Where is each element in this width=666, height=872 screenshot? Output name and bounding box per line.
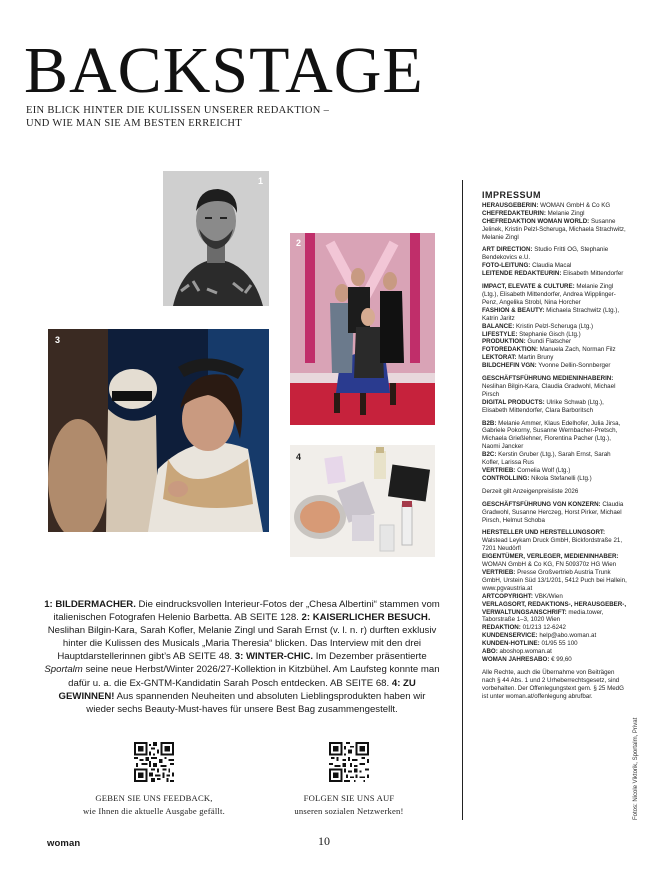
impressum-entry <box>482 283 628 307</box>
impressum-block <box>482 669 628 701</box>
impressum-entry <box>482 640 628 648</box>
photo-musical-visit <box>290 233 435 425</box>
impressum-entry <box>482 246 628 262</box>
impressum-entry <box>482 475 628 483</box>
impressum-entry <box>482 399 628 415</box>
social-label-line-1: FOLGEN SIE UNS AUF <box>303 793 395 803</box>
impressum-value: Studio Fritti OG, Stephanie Bendekovics e.U. <box>482 246 609 262</box>
impressum-entry <box>482 218 628 242</box>
impressum-label: CONTROLLING: <box>482 474 530 482</box>
impressum-value: Derzeit gilt Anzeigenpreisliste 2026 <box>482 487 579 495</box>
subtitle-line-1: EIN BLICK HINTER DIE KULISSEN UNSERER REDAKTION – <box>26 105 330 116</box>
photo-captions <box>44 598 440 716</box>
impressum-entry <box>482 669 628 701</box>
impressum-value: Cornelia Wolf (Ltg.) <box>515 467 571 474</box>
impressum-value: Melanie Zingl <box>545 209 585 217</box>
caption-3-heading: 3: WINTER-CHIC. <box>234 651 314 663</box>
magazine-logo: woman <box>47 838 81 849</box>
impressum-value: Gundi Flatscher <box>525 338 572 346</box>
impressum-label: FASHION & BEAUTY: <box>482 306 545 314</box>
impressum-value: Yvonne Dellin-Sonnberger <box>536 362 611 370</box>
impressum-block <box>482 283 628 370</box>
page-number: 10 <box>318 834 330 848</box>
page-title: BACKSTAGE <box>24 34 424 107</box>
impressum-value: Susanne Jelinek, Kristin Pelzl-Scheruga, Michaela Strachwitz, Melanie Zingl <box>482 217 626 241</box>
impressum-value: Alle Rechte, auch die Übernahme von Beiträgen nach § 44 Abs. 1 und 2 Urheberrechtsgesetz, sind vorbehalten. Der Offenlegungstext gem. § 25 MedG ist unter woman.at/offenlegung abrufbar. <box>482 668 624 700</box>
impressum-value: Manuela Zach, Norman Filz <box>537 346 616 354</box>
impressum-label: GESCHÄFTSFÜHRUNG MEDIENINHABERIN: <box>482 375 614 383</box>
impressum-label: VERTRIEB: <box>482 467 516 474</box>
impressum-label: ABO: <box>482 648 498 656</box>
impressum-value: Presse Großvertrieb Austria Trunk GmbH, Urstein Süd 13/1/201, 5412 Puch bei Hallein, www.pgvaustria.at <box>482 568 627 592</box>
impressum-value: WOMAN GmbH & Co KG, FN 509370z HG Wien <box>482 561 617 569</box>
page-subtitle <box>26 104 446 130</box>
impressum-value: € 99,60 <box>549 655 572 663</box>
impressum-entry <box>482 501 628 525</box>
impressum-title: IMPRESSUM <box>482 190 542 200</box>
impressum-value: Ulrike Schwab (Ltg.), Elisabeth Mittendorfer, Clara Barboritsch <box>482 398 604 414</box>
impressum-entry <box>482 354 628 362</box>
impressum-block <box>482 420 628 483</box>
impressum-blocks <box>482 202 628 701</box>
impressum-value: Kristin Pelzl-Scheruga (Ltg.) <box>514 322 594 330</box>
impressum-label: IMPACT, ELEVATE & CULTURE: <box>482 283 575 291</box>
caption-3-brand: Sportalm <box>44 664 83 676</box>
impressum-value: Michaela Strachwitz (Ltg.), Katrin Jaritz <box>482 306 620 322</box>
photo-beauty-products <box>290 445 435 557</box>
impressum-block <box>482 246 628 278</box>
impressum-entry <box>482 307 628 323</box>
impressum-entry <box>482 210 628 218</box>
impressum-value: Walstead Leykam Druck GmbH, Bickfordstraße 21, 7201 Neudörfl <box>482 537 623 553</box>
photo-photographer-portrait <box>163 171 269 306</box>
impressum-entry <box>482 488 628 496</box>
impressum-value: media.tower, Taborstraße 1–3, 1020 Wien <box>482 608 604 624</box>
impressum-label: LEKTORAT: <box>482 354 517 362</box>
impressum-label: BALANCE: <box>482 322 515 330</box>
impressum-label: HERSTELLER UND HERSTELLUNGSORT: <box>482 529 606 537</box>
photo-credit: Fotos: Nicole Viktorik, Sportalm, Privat <box>633 717 639 820</box>
impressum-block <box>482 202 628 242</box>
impressum-value: Martin Bruny <box>516 354 554 362</box>
impressum-value: Melanie Zingl (Ltg.), Elisabeth Mittendorfer, Andrea Wipplinger-Penz, Angelika Strobl, Nina Horcher <box>482 283 616 306</box>
impressum-entry <box>482 451 628 467</box>
impressum-label: FOTO-LEITUNG: <box>482 262 531 270</box>
impressum-entry <box>482 331 628 339</box>
photo-fashion-backstage <box>48 329 269 532</box>
impressum-label: PRODUKTION: <box>482 338 526 346</box>
impressum-label: HERAUSGEBERIN: <box>482 201 539 209</box>
impressum-entry <box>482 420 628 452</box>
impressum-entry <box>482 632 628 640</box>
caption-3-text-b: seine neue Herbst/Winter 2026/27-Kollektion in Kitzbühel. Am Laufsteg konnte man dafür u. a. die Ex-GNTM-Kandidatin Sarah Posch entdecken. AB SEITE 68. <box>68 664 440 689</box>
impressum-entry <box>482 270 628 278</box>
impressum-label: EIGENTÜMER, VERLEGER, MEDIENINHABER: <box>482 553 619 561</box>
impressum-label: VERTRIEB: <box>482 568 516 576</box>
impressum-value: aboshop.woman.at <box>497 648 552 656</box>
impressum-label: REDAKTION: <box>482 624 521 632</box>
impressum-label: CHEFREDAKTION WOMAN WORLD: <box>482 217 590 225</box>
impressum-block <box>482 501 628 525</box>
impressum-value: 01/95 55 100 <box>539 640 578 648</box>
impressum-label: LEITENDE REDAKTEURIN: <box>482 270 562 278</box>
photo-number-2: 2 <box>296 238 302 248</box>
caption-4-heading: 4: ZU GEWINNEN! <box>58 677 416 702</box>
impressum-entry <box>482 601 628 625</box>
caption-3-text-a: Im Dezember präsentierte <box>313 651 427 663</box>
impressum-label: FOTOREDAKTION: <box>482 346 538 354</box>
impressum-entry <box>482 624 628 632</box>
impressum-value: Neslihan Bilgin-Kara, Claudia Gradwohl, Michael Pirsch <box>482 382 616 398</box>
impressum-entry <box>482 553 628 569</box>
feedback-label-line-2: wie Ihnen die aktuelle Ausgabe gefällt. <box>83 805 225 816</box>
feedback-qr-code[interactable] <box>134 742 174 782</box>
impressum-label: WOMAN JAHRESABO: <box>482 655 550 663</box>
impressum-label: KUNDENSERVICE: <box>482 632 538 640</box>
impressum-label: B2B: <box>482 419 497 427</box>
caption-4-text: Aus spannenden Neuheiten und absoluten Lieblingsprodukten haben wir wieder sechs Beauty-Must-haves für unsere Best Bag zusammengestellt. <box>86 690 426 715</box>
impressum-label: ART DIRECTION: <box>482 246 533 254</box>
social-qr-code[interactable] <box>329 742 369 782</box>
impressum-entry <box>482 593 628 601</box>
feedback-label-line-1: GEBEN SIE UNS FEEDBACK, <box>95 793 213 803</box>
caption-2-heading: 2: KAISERLICHER BESUCH. <box>301 612 431 624</box>
impressum-value: WOMAN GmbH & Co KG <box>538 201 611 209</box>
impressum-label: CHEFREDAKTEURIN: <box>482 209 546 217</box>
photo-number-3: 3 <box>55 335 61 345</box>
subtitle-line-2: UND WIE MAN SIE AM BESTEN ERREICHT <box>26 118 242 129</box>
impressum-entry <box>482 656 628 664</box>
impressum-value: Elisabeth Mittendorfer <box>561 270 624 278</box>
impressum-entry <box>482 338 628 346</box>
caption-1-heading: 1: BILDERMACHER. <box>44 599 136 610</box>
photo-number-1: 1 <box>258 176 264 186</box>
impressum-value: Claudia Gradwohl, Susanne Herczeg, Horst Pirker, Michael Pirsch, Helmut Schoba <box>482 500 624 524</box>
impressum-entry <box>482 362 628 370</box>
caption-1-text: Die eindrucksvollen Interieur-Fotos der „Chesa Albertini“ stammen vom italienischen Fotografen Helenio Barbetta. AB SEITE 128. <box>53 599 440 624</box>
feedback-qr-label <box>54 792 254 817</box>
impressum-label: DIGITAL PRODUCTS: <box>482 398 545 406</box>
impressum-label: BILDCHEFIN VGN: <box>482 362 537 370</box>
impressum-entry <box>482 375 628 399</box>
impressum-block <box>482 529 628 663</box>
impressum-entry <box>482 323 628 331</box>
impressum-label: VERLAGSORT, REDAKTIONS-, HERAUSGEBER-, VERWALTUNGSANSCHRIFT: <box>482 600 627 616</box>
impressum-value: VBK/Wien <box>532 592 563 600</box>
impressum <box>482 192 628 705</box>
impressum-block <box>482 488 628 496</box>
impressum-label: ARTCOPYRIGHT: <box>482 592 533 600</box>
impressum-entry <box>482 202 628 210</box>
impressum-entry <box>482 569 628 593</box>
impressum-label: B2C: <box>482 451 497 459</box>
impressum-value: help@abo.woman.at <box>537 632 597 640</box>
impressum-value: 01/213 12-6242 <box>520 624 566 632</box>
impressum-value: Melanie Ammer, Klaus Edelhofer, Julia Jirsa, Gabriele Pokorny, Susanne Wernbacher-Pretsch, Michaela Grießlehner, Florentina Pacher (Ltg.), Naomi Jancker <box>482 419 621 451</box>
impressum-value: Nikola Stefanelli (Ltg.) <box>529 474 592 482</box>
caption-2-text: Neslihan Bilgin-Kara, Sarah Kofler, Melanie Zingl und Sarah Ernst (v. l. n. r) durften exklusiv hinter die Kulissen des Musicals „Maria Theresia“ blicken. Das Interview mit den drei Hauptdarstellerinnen gibt’s AB SEITE 48. <box>47 625 437 663</box>
impressum-label: KUNDEN-HOTLINE: <box>482 640 540 648</box>
social-qr-label <box>249 792 449 817</box>
impressum-block <box>482 375 628 415</box>
impressum-entry <box>482 467 628 475</box>
impressum-entry <box>482 529 628 553</box>
impressum-value: Kerstin Gruber (Ltg.), Sarah Ernst, Sarah Kofler, Larissa Rus <box>482 451 611 467</box>
impressum-entry <box>482 346 628 354</box>
social-label-line-2: unseren sozialen Netzwerken! <box>294 805 404 816</box>
impressum-value: Stephanie Gisch (Ltg.) <box>517 330 581 338</box>
photo-number-4: 4 <box>296 452 302 462</box>
impressum-value: Claudia Macal <box>530 262 572 270</box>
impressum-label: LIFESTYLE: <box>482 330 518 338</box>
impressum-entry <box>482 648 628 656</box>
impressum-label: GESCHÄFTSFÜHRUNG VGN KONZERN: <box>482 500 601 508</box>
impressum-divider <box>462 180 463 820</box>
impressum-entry <box>482 262 628 270</box>
